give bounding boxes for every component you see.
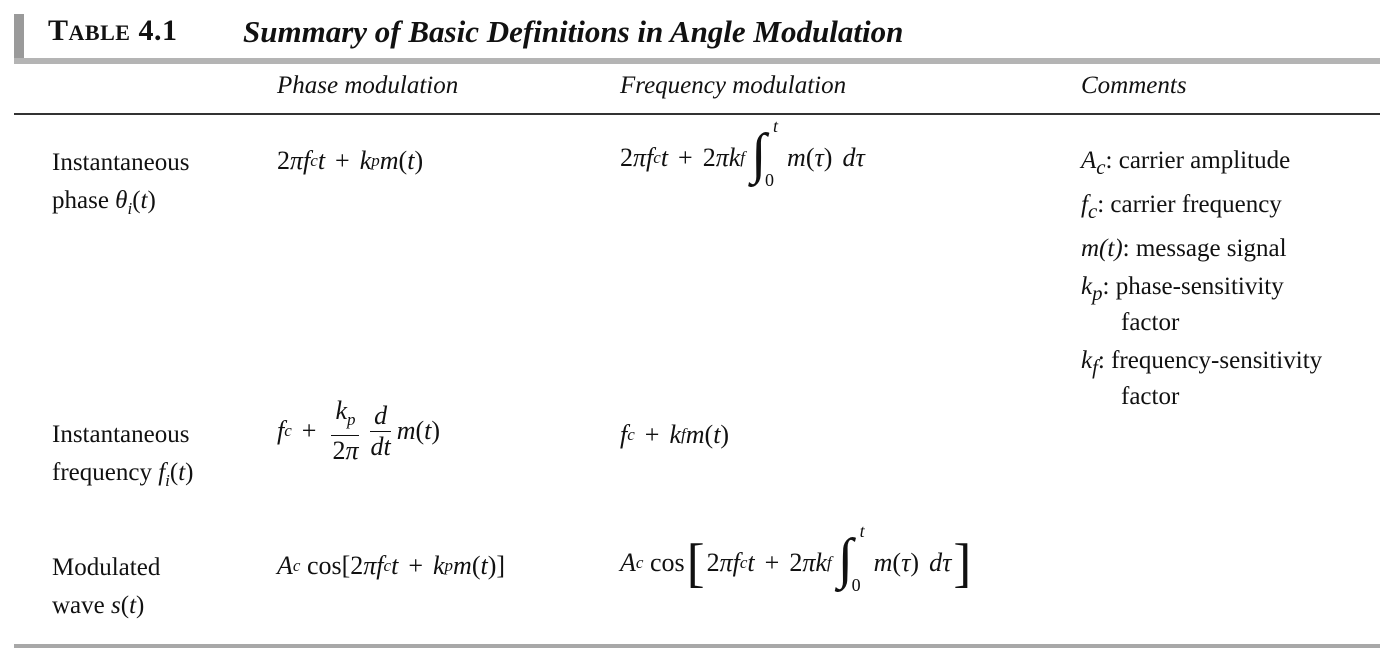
row-label-modulated-wave: Modulated wave s(t)	[52, 554, 161, 619]
comment-item: $f_c$: carrier frequency	[1081, 191, 1282, 223]
formula-fm-wave: A c cos [ 2 π f c t + 2 π k f ∫ t 0 m ( τ ) dτ ]	[620, 521, 972, 595]
formula-fm-frequency: f c + k f m ( t )	[620, 420, 730, 449]
column-header-phase: Phase modulation	[277, 72, 459, 99]
formula-fm-phase: 2 π f c t + 2 π k f ∫ t 0 m ( τ ) dτ	[620, 116, 865, 190]
title-accent-bar	[14, 14, 24, 64]
formula-pm-frequency: f c + $\frac{k_p}{2\pi}$ $\frac{d}{dt}$ m ( t )	[277, 396, 441, 465]
header-rule	[14, 113, 1380, 115]
table-label: TABLE 4.1	[48, 14, 178, 47]
comment-item: $k_p$: phase-sensitivity	[1081, 273, 1284, 305]
comment-item-continuation: factor	[1121, 383, 1180, 410]
comment-item: $A_c$: carrier amplitude	[1081, 147, 1291, 179]
table-title: Summary of Basic Definitions in Angle Modulation	[243, 14, 904, 49]
formula-pm-phase: 2 π f c t + k p m ( t )	[277, 146, 424, 175]
column-header-comments: Comments	[1081, 72, 1187, 99]
row-label-instantaneous-frequency: Instantaneous frequency $f_i(t)$	[52, 421, 194, 490]
comments-list	[1081, 146, 1322, 412]
integral-symbol: ∫ t 0	[837, 521, 865, 595]
formula-pm-wave: A c cos[2 π f c t + k p m ( t )]	[277, 551, 506, 580]
comment-item: m(t): message signal	[1081, 235, 1287, 262]
comment-item: $k_f$: frequency-sensitivity	[1081, 347, 1323, 379]
row-label-instantaneous-phase: Instantaneous phase $\theta_i(t)$	[52, 149, 190, 218]
column-header-frequency: Frequency modulation	[620, 72, 847, 99]
bottom-rule	[14, 644, 1380, 648]
integral-symbol: ∫ t 0	[751, 116, 779, 190]
comment-item-continuation: factor	[1121, 309, 1180, 336]
title-rule	[14, 58, 1380, 64]
